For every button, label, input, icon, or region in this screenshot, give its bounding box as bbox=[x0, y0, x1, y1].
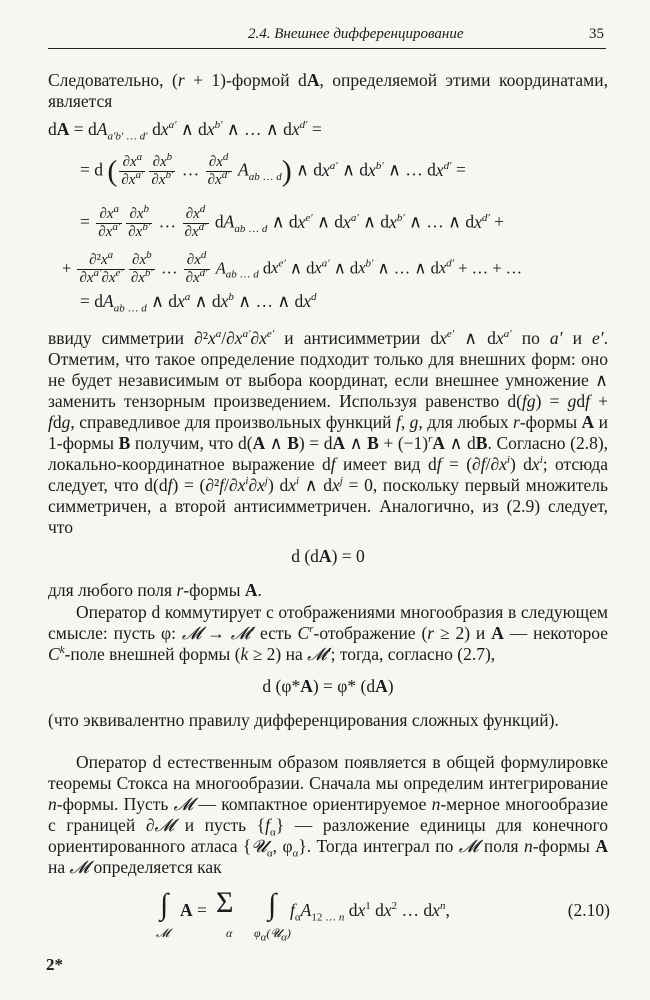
paragraph-2: ввиду симметрии $\partial^2x^a/\partial x^{a'}\partial x^{e'}$ и антисимметрии $dx^{e'}$ ∧ $dx^{a'}$ по a′ и e′. Отметим, что такое определение подходит только для внешних форм: оно не будет независимым от выбора координат, если внешнее умножение ∧ заменить тензорным произведением. Используя равенство d(fg) = gdf + fdg, справедливое для произвольных функций f, g, для любых r-формы A и 1-формы B получим, что d(A ∧ B) = dA ∧ $B + (-1)^rA$ ∧ dB. Согласно (2.8), локально-координатное выражение df имеет вид df = $(\partial f/\partial x^i)$ $dx^i$; отсюда следует, что $d(df) = (\partial^2f/\partial x^i\partial x^j)$ $dx^i$ ∧ $dx^j = 0$, поскольку первый множитель симметричен, а второй антисимметричен. Аналогично, из (2.9) следует, что bbox=[48, 328, 609, 537]
integral-limit-M: 𝓜 bbox=[156, 926, 170, 940]
paragraph-1: Следовательно, (r + 1)-формой dA, определяемой этими координатами, является bbox=[48, 70, 608, 111]
equation-4: ∫ 𝓜 A = Σ α ∫ $\varphi_\alpha(𝓤_\alpha)$ $f_\alpha A_{12 \dots n}$ $dx^1$ $dx^2$ … $dx^n$, (2.10) bbox=[156, 886, 610, 944]
integral-limit-phi: $\varphi_\alpha(𝓤_\alpha)$ bbox=[254, 926, 291, 944]
sum-sign: Σ bbox=[216, 886, 234, 919]
paragraph-4: Оператор d коммутирует с отображениями многообразия в следующем смысле: пусть φ: 𝓜 → 𝓜′ есть $C^r$-отображение (r ≥ 2) и A — некоторое $C^k$-поле внешней формы (k ≥ 2) на 𝓜′; тогда, согласно (2.7), bbox=[48, 602, 609, 664]
paragraph-6: Оператор d естественным образом появляется в общей формулировке теоремы Стокса на многообразии. Сначала мы определим интегрирование n-формы. Пусть 𝓜 — компактное ориентируемое n-мерное многообразие с границей ∂𝓜 и пусть $\{f_\alpha\}$ — разложение единицы для конечного ориентированного атласа {𝓤$_\alpha$, $\varphi_\alpha$}. Тогда интеграл по 𝓜 поля n-формы A на 𝓜 определяется как bbox=[48, 752, 608, 877]
integral-sign: ∫ bbox=[160, 888, 169, 921]
equation-2: d (dA) = 0 bbox=[291, 546, 365, 566]
equation-number: (2.10) bbox=[567, 900, 610, 920]
equation-1-line-5: = $dA_{ab \dots d}$ ∧ $dx^a$ ∧ $dx^b$ ∧ … ∧ $dx^d$ bbox=[80, 291, 317, 315]
equation-3: d (φ*A) = φ* (dA) bbox=[262, 676, 394, 696]
paragraph-5: (что эквивалентно правилу дифференцирования сложных функций). bbox=[48, 710, 559, 730]
paragraph-3: для любого поля r-формы A. bbox=[48, 580, 262, 600]
equation-1-line-1: dA = $dA_{a'b' \dots d'}$ $dx^{a'}$ ∧ $dx^{b'}$ ∧ … ∧ $dx^{d'}$ = bbox=[48, 119, 322, 143]
equation-1-line-4: + $\frac{\partial^2x^a}{\partial x^{a'}\partial x^{e'}}$ $\frac{\partial x^b}{\partial x^{b'}}$ … $\frac{\partial x^d}{\partial x^{d'}}$ $A_{ab \dots d}$ $dx^{e'}$ ∧ $dx^{a'}$ ∧ $dx^{b'}$ ∧ … ∧ $dx^{d'}$ + … + … bbox=[62, 249, 523, 286]
sum-index: α bbox=[226, 926, 233, 940]
page-header bbox=[48, 24, 608, 50]
page-number: 35 bbox=[589, 26, 604, 42]
header-rule bbox=[48, 48, 606, 49]
integral-sign-2: ∫ bbox=[268, 888, 277, 921]
equation-1-line-3: = $\frac{\partial x^a}{\partial x^{a'}}$ $\frac{\partial x^b}{\partial x^{b'}}$ … $\frac{\partial x^d}{\partial x^{d'}}$ $dA_{ab \dots d}$ ∧ $dx^{e'}$ ∧ $dx^{a'}$ ∧ $dx^{b'}$ ∧ … ∧ $dx^{d'}$ + bbox=[80, 203, 505, 240]
equation-1-line-2: = d ( $\frac{\partial x^a}{\partial x^{a'}}$ $\frac{\partial x^b}{\partial x^{b'}}$ … $\frac{\partial x^d}{\partial x^{d'}}$ $A_{ab \dots d}$) ∧ $dx^{a'}$ ∧ $dx^{b'}$ ∧ … $dx^{d'}$ = bbox=[80, 151, 466, 188]
signature-mark: 2* bbox=[46, 955, 63, 974]
running-head: 2.4. Внешнее дифференцирование bbox=[248, 26, 464, 42]
